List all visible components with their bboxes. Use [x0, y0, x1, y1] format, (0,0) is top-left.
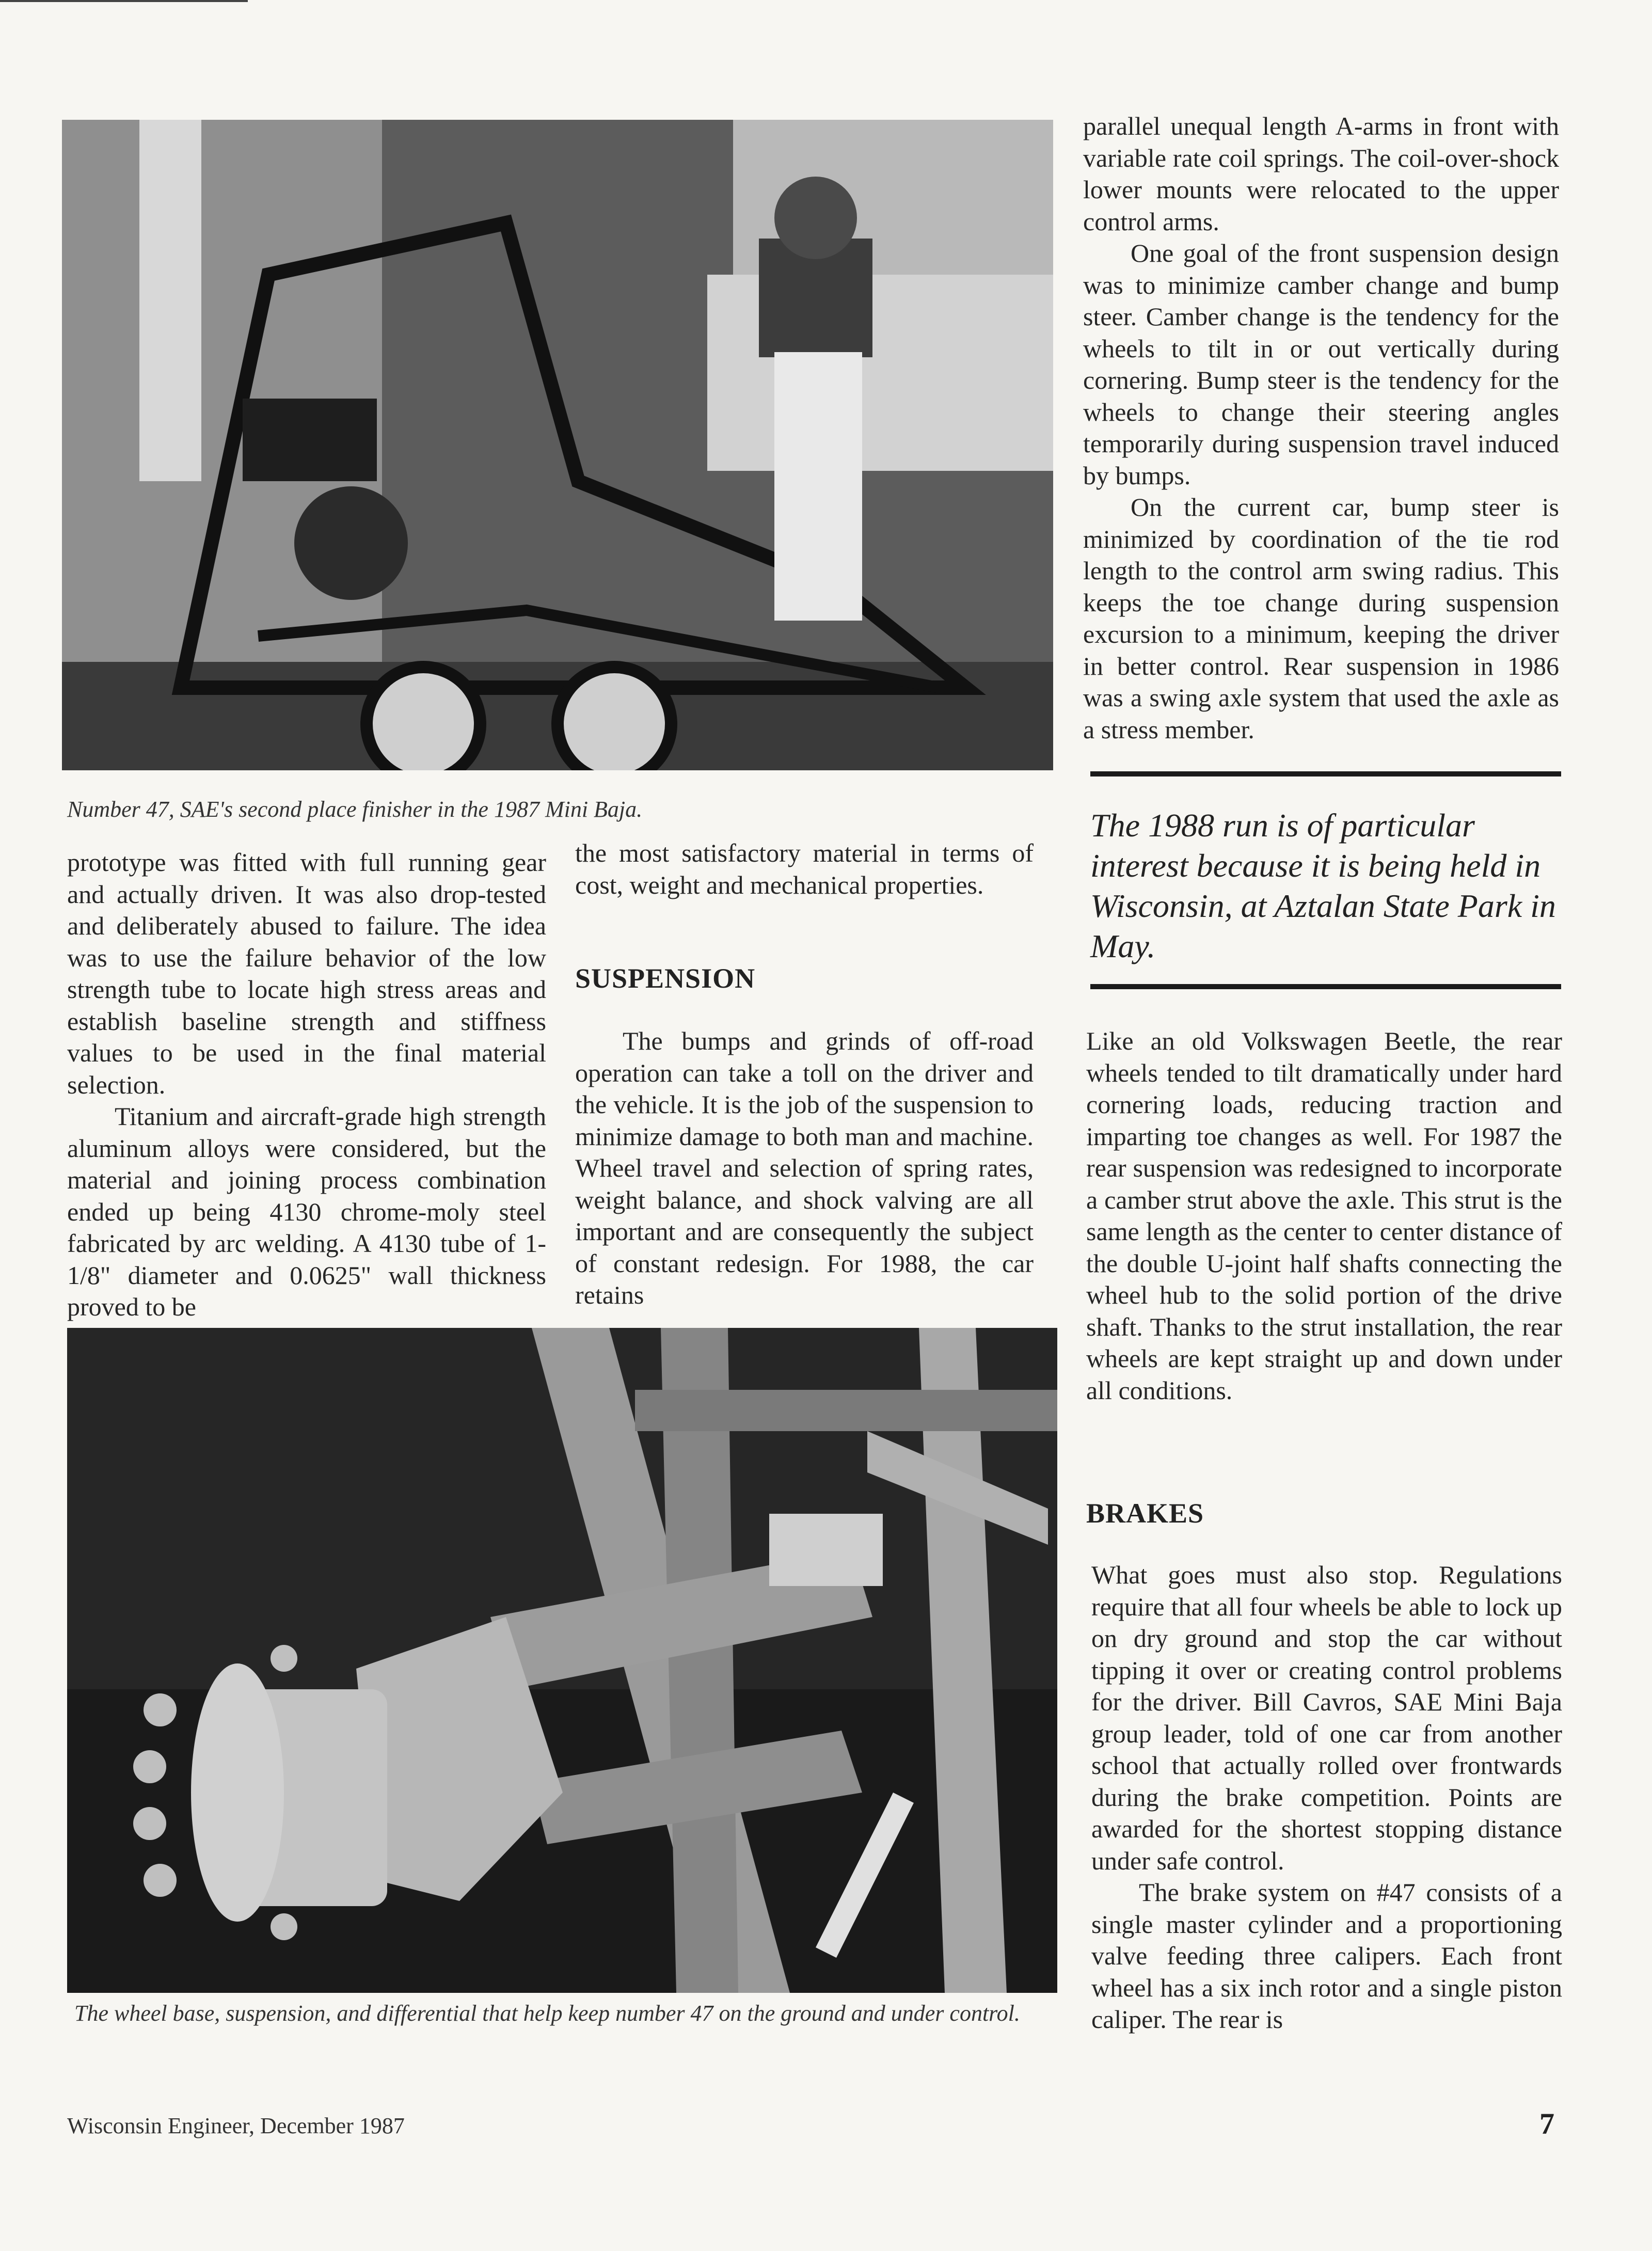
paragraph: One goal of the front suspension design was to minimize camber change and bump steer. Camber change is the tendency for the wheels to tilt in or out vertically during cornering. Bump steer is the tendency for the wheels to change their steering angles temporarily during suspension travel induced by bumps.: [1083, 239, 1559, 490]
photo-suspension-closeup-image: [67, 1328, 1057, 1993]
heading-suspension: SUSPENSION: [575, 963, 756, 994]
page-number: 7: [1539, 2107, 1554, 2141]
pullquote-rule-bottom: [1090, 984, 1561, 989]
caption-bottom-photo: The wheel base, suspension, and differential that help keep number 47 on the ground and under control.: [74, 2001, 1020, 2026]
footer-publication: Wisconsin Engineer, December 1987: [67, 2113, 405, 2138]
paragraph: The bumps and grinds of off-road operation can take a toll on the driver and the vehicle. It is the job of the suspension to minimize damage to both man and machine. Wheel travel and selection of spring rates, weight balance, and shock valving are all important and are consequently the subject of constant redesign. For 1988, the car retains: [575, 1026, 1034, 1309]
column-right-mid: [1086, 1025, 1562, 1406]
paragraph: the most satisfactory material in terms of cost, weight and mechanical properties.: [575, 838, 1034, 899]
paragraph: parallel unequal length A-arms in front with variable rate coil springs. The coil-over-shock lower mounts were relocated to the upper control arms.: [1083, 112, 1559, 236]
pullquote: The 1988 run is of particular interest because it is being held in Wisconsin, at Aztalan State Park in May.: [1090, 807, 1556, 964]
paragraph: Like an old Volkswagen Beetle, the rear wheels tended to tilt dramatically under hard cornering loads, reducing traction and imparting toe changes as well. For 1987 the rear suspension was redesigned to incorporate a camber strut above the axle. This strut is the same length as the center to center distance of the double U-joint half shafts connecting the wheel hub to the solid portion of the drive shaft. Thanks to the strut installation, the rear wheels are kept straight up and down under all conditions.: [1086, 1026, 1562, 1405]
paragraph: Titanium and aircraft-grade high strength aluminum alloys were considered, but the material and joining process combination ended up being 4130 chrome-moly steel fabricated by arc welding. A 4130 tube of 1-1/8" diameter and 0.0625" wall thickness proved to be: [67, 1102, 546, 1321]
heading-brakes: BRAKES: [1086, 1498, 1204, 1529]
photo-suspension-closeup: [67, 1328, 1057, 1993]
photo-mini-baja-car: [62, 120, 1053, 770]
paragraph: prototype was fitted with full running gear and actually driven. It was also drop-tested and deliberately abused to failure. The idea was to use the failure behavior of the low strength tube to locate high stress areas and establish baseline strength and stiffness values to be used in the final material selection.: [67, 848, 546, 1099]
column-middle-suspension: [575, 1025, 1034, 1311]
column-left: [67, 847, 546, 1323]
paragraph: On the current car, bump steer is minimized by coordination of the tie rod length to the control arm swing radius. This keeps the toe change during suspension excursion to a minimum, keeping the driver in better control. Rear suspension in 1986 was a swing axle system that used the axle as a stress member.: [1083, 493, 1559, 744]
column-middle-top: [575, 837, 1034, 901]
photo-mini-baja-car-image: [62, 120, 1053, 770]
paragraph: The brake system on #47 consists of a single master cylinder and a proportioning valve feeding three calipers. Each front wheel has a six inch rotor and a single piston caliper. The rear is: [1091, 1878, 1562, 2034]
column-right-top: [1083, 110, 1559, 746]
paragraph: What goes must also stop. Regulations require that all four wheels be able to lock up on dry ground and stop the car without tipping it over or creating control problems for the driver. Bill Cavros, SAE Mini Baja group leader, told of one car from another school that actually rolled over frontwards during the brake competition. Points are awarded for the shortest stopping distance under safe control.: [1091, 1560, 1562, 1875]
top-rule: [0, 0, 248, 2]
column-right-brakes: [1091, 1559, 1562, 2036]
caption-top-photo: Number 47, SAE's second place finisher in the 1987 Mini Baja.: [67, 797, 643, 822]
pullquote-rule-top: [1090, 771, 1561, 776]
